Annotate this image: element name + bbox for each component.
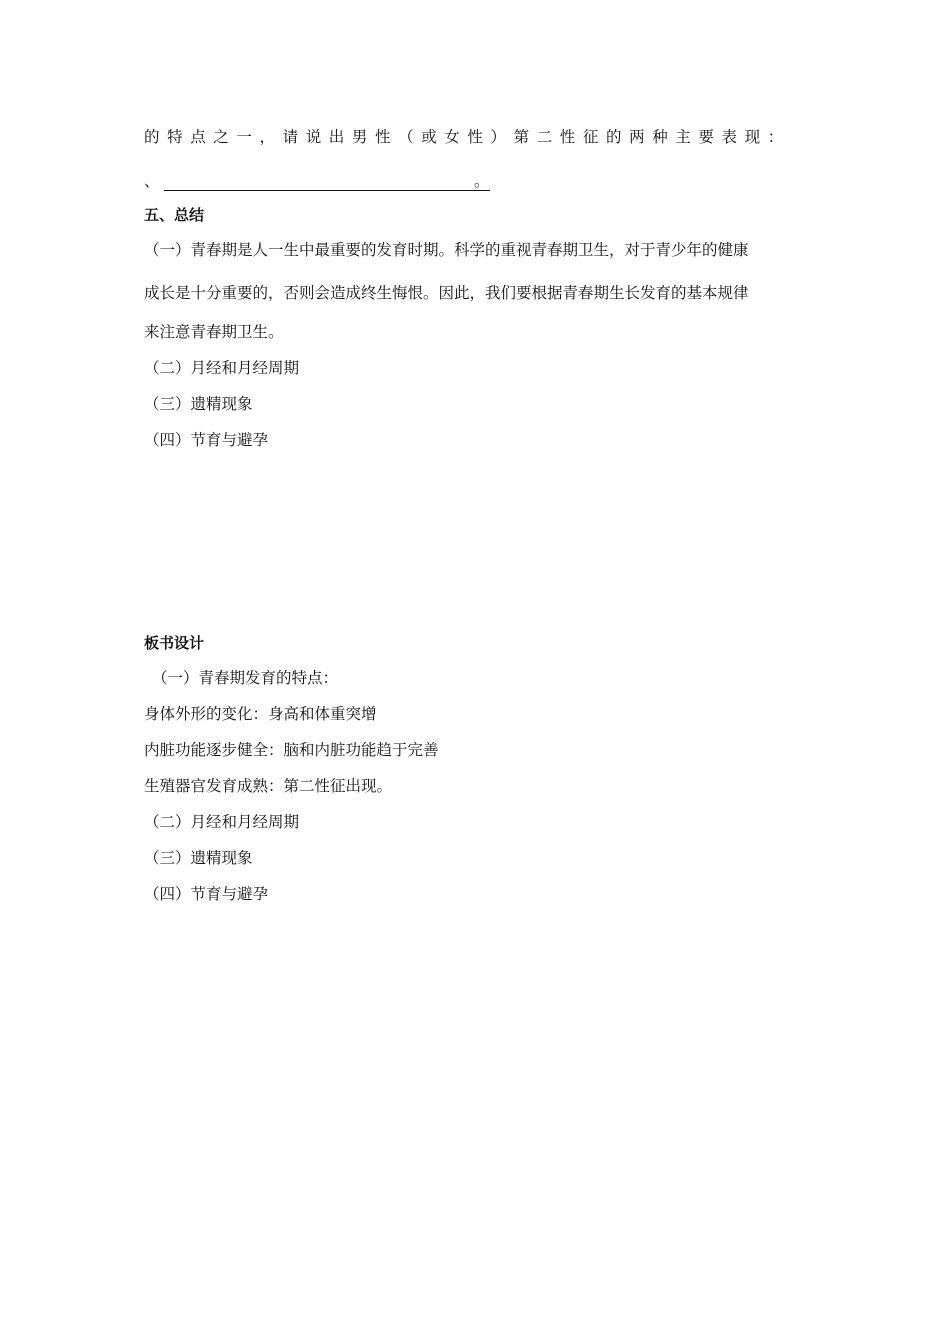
answer-blank[interactable] xyxy=(164,170,490,191)
board-heading: 板书设计 xyxy=(144,634,205,652)
board-item: （二）月经和月经周期 xyxy=(144,813,300,831)
blank-prefix: 、 xyxy=(144,172,160,190)
board-item: （一）青春期发育的特点： xyxy=(152,669,339,687)
summary-item: （二）月经和月经周期 xyxy=(144,359,300,377)
question-line: 的特点之一，请说出男性（或女性）第二性征的两种主要表现： xyxy=(144,128,791,146)
answer-blank-row xyxy=(144,170,490,191)
board-item: （四）节育与避孕 xyxy=(144,885,269,903)
summary-item: （四）节育与避孕 xyxy=(144,431,269,449)
summary-item: （三）遗精现象 xyxy=(144,395,253,413)
board-subitem: 内脏功能逐步健全：脑和内脏功能趋于完善 xyxy=(144,741,439,759)
board-subitem: 生殖器官发育成熟：第二性征出现。 xyxy=(144,777,393,795)
summary-paragraph-line: 成长是十分重要的，否则会造成终生悔恨。因此，我们要根据青春期生长发育的基本规律 xyxy=(144,284,749,302)
blank-suffix: 。 xyxy=(474,172,490,190)
summary-heading: 五、总结 xyxy=(144,206,205,224)
board-subitem: 身体外形的变化：身高和体重突增 xyxy=(144,705,377,723)
summary-paragraph-line: （一）青春期是人一生中最重要的发育时期。科学的重视青春期卫生，对于青少年的健康 xyxy=(144,241,749,259)
summary-paragraph-line: 来注意青春期卫生。 xyxy=(144,323,284,341)
board-item: （三）遗精现象 xyxy=(144,849,253,867)
